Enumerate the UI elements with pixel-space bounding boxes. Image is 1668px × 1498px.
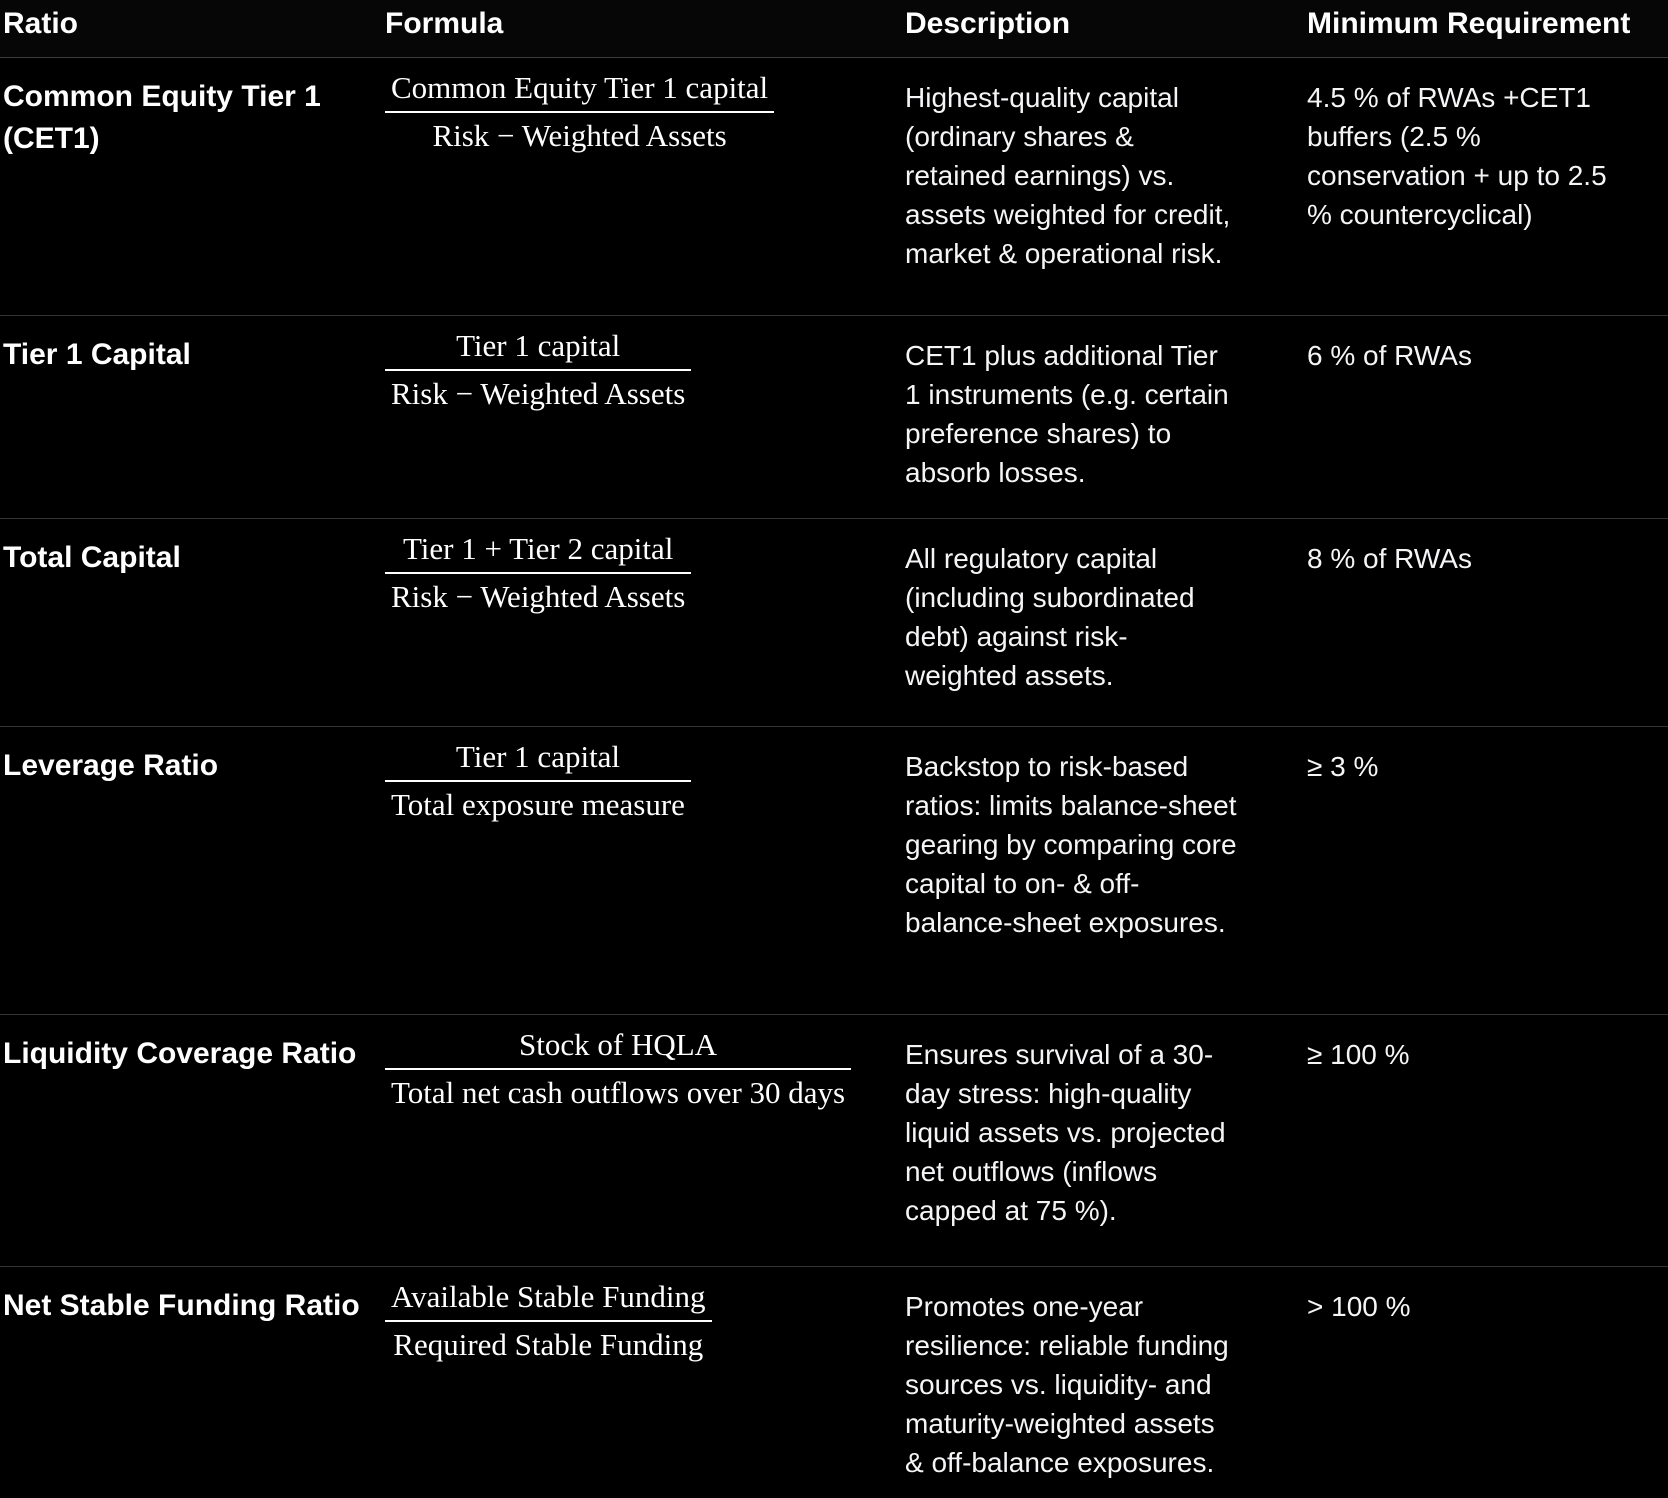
minimum-requirement-cell: ≥ 3 % xyxy=(1307,751,1379,782)
formula-numerator: Available Stable Funding xyxy=(391,1279,706,1314)
formula-fraction xyxy=(385,1277,712,1365)
table-row-tier1 xyxy=(0,315,1668,518)
fraction-bar xyxy=(385,1320,712,1322)
formula-fraction xyxy=(385,68,774,156)
formula-cell xyxy=(385,1267,905,1498)
formula-cell xyxy=(385,316,905,518)
description-cell: All regulatory capital (including subordinated debt) against risk-weighted assets. xyxy=(905,543,1195,691)
formula-fraction xyxy=(385,1025,851,1113)
description-cell: Ensures survival of a 30-day stress: high-quality liquid assets vs. projected net outflows (inflows capped at 75 %). xyxy=(905,1039,1226,1226)
description-cell: Highest-quality capital (ordinary shares & retained earnings) vs. assets weighted for credit, market & operational risk. xyxy=(905,82,1231,269)
table-row-net-stable-funding-ratio xyxy=(0,1266,1668,1498)
formula-fraction xyxy=(385,529,691,617)
table-header-row xyxy=(0,0,1668,58)
ratio-name: Liquidity Coverage Ratio xyxy=(3,1037,357,1070)
column-header-description: Description xyxy=(905,7,1071,40)
formula-cell xyxy=(385,519,905,726)
table-row-cet1 xyxy=(0,58,1668,315)
minimum-requirement-cell: 6 % of RWAs xyxy=(1307,340,1472,371)
description-cell: CET1 plus additional Tier 1 instruments (e.g. certain preference shares) to absorb losses. xyxy=(905,340,1229,488)
formula-denominator: Risk − Weighted Assets xyxy=(391,579,686,614)
ratio-name: Total Capital xyxy=(3,541,181,574)
formula-numerator: Tier 1 + Tier 2 capital xyxy=(402,531,674,566)
minimum-requirement-cell: 4.5 % of RWAs +CET1 buffers (2.5 % conservation + up to 2.5 % countercyclical) xyxy=(1307,82,1607,230)
fraction-bar xyxy=(385,1068,851,1070)
formula-denominator: Total exposure measure xyxy=(391,787,685,822)
formula-numerator: Tier 1 capital xyxy=(455,739,621,774)
minimum-requirement-cell: ≥ 100 % xyxy=(1307,1039,1410,1070)
ratio-name: Leverage Ratio xyxy=(3,749,219,782)
fraction-bar xyxy=(385,780,691,782)
formula-denominator: Risk − Weighted Assets xyxy=(391,376,686,411)
fraction-bar xyxy=(385,111,774,113)
fraction-bar xyxy=(385,369,691,371)
column-header-ratio: Ratio xyxy=(3,7,78,40)
formula-denominator: Total net cash outflows over 30 days xyxy=(391,1075,846,1110)
ratio-name: Net Stable Funding Ratio xyxy=(3,1289,360,1322)
fraction-bar xyxy=(385,572,691,574)
formula-fraction xyxy=(385,326,691,414)
formula-cell xyxy=(385,1015,905,1266)
description-cell: Promotes one-year resilience: reliable funding sources vs. liquidity- and maturity-weighted assets & off-balance exposures. xyxy=(905,1291,1229,1478)
formula-numerator: Stock of HQLA xyxy=(519,1027,718,1062)
formula-cell xyxy=(385,58,905,315)
column-header-formula: Formula xyxy=(385,7,504,40)
formula-numerator: Tier 1 capital xyxy=(456,328,621,363)
column-header-minimum-requirement: Minimum Requirement xyxy=(1307,7,1631,40)
description-cell: Backstop to risk-based ratios: limits balance-sheet gearing by comparing core capital to on- & off-balance-sheet exposures. xyxy=(905,751,1237,938)
minimum-requirement-cell: > 100 % xyxy=(1307,1291,1411,1322)
ratio-name: Tier 1 Capital xyxy=(3,338,191,371)
formula-denominator: Required Stable Funding xyxy=(393,1327,704,1362)
formula-numerator: Common Equity Tier 1 capital xyxy=(391,70,769,105)
formula-denominator: Risk − Weighted Assets xyxy=(432,118,727,153)
table-row-leverage-ratio xyxy=(0,726,1668,1014)
table-row-liquidity-coverage-ratio xyxy=(0,1014,1668,1266)
formula-fraction xyxy=(385,737,691,825)
table-row-total-capital xyxy=(0,518,1668,726)
ratio-name: Common Equity Tier 1 (CET1) xyxy=(3,80,321,155)
minimum-requirement-cell: 8 % of RWAs xyxy=(1307,543,1472,574)
formula-cell xyxy=(385,727,905,1014)
